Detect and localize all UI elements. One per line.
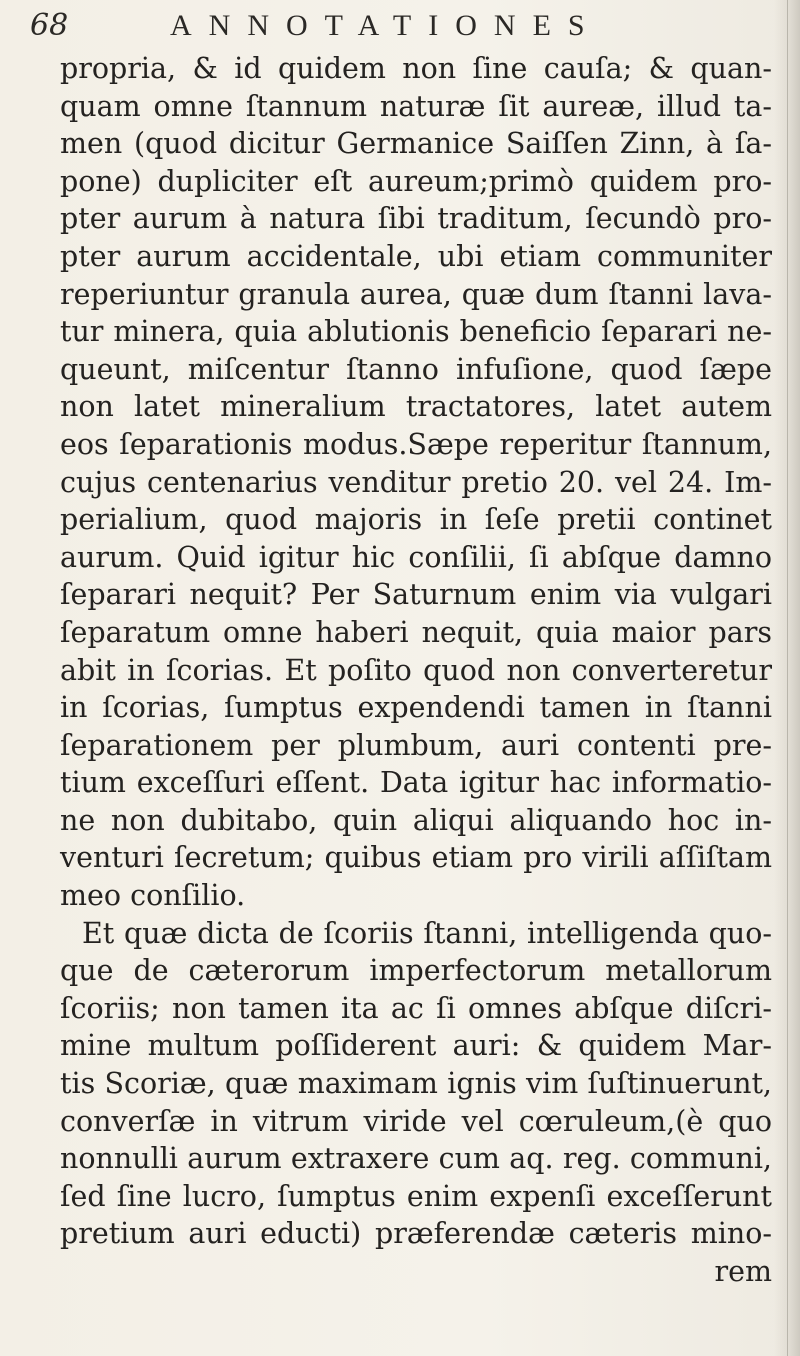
text-line: non latet mineralium tractatores, latet autem — [60, 390, 772, 424]
text-line: reperiuntur granula aurea, quæ dum ſtanni lava- — [60, 277, 772, 311]
text-line: converſæ in vitrum viride vel cœruleum,(è quo — [60, 1104, 772, 1138]
text-line: Et quæ dicta de ſcoriis ſtanni, intelligenda quo- — [82, 916, 772, 950]
text-line: tium exceſſuri eſſent. Data igitur hac informatio- — [60, 766, 772, 800]
text-line: ſeparationem per plumbum, auri contenti pre- — [60, 728, 772, 762]
text-line: tur minera, quia ablutionis beneficio ſeparari ne- — [60, 315, 772, 349]
page-header — [30, 6, 770, 50]
text-line: quam omne ſtannum naturæ ſit aureæ, illud ta- — [60, 89, 772, 123]
text-line: men (quod dicitur Germanice Saiſſen Zinn, à ſa- — [60, 127, 772, 161]
text-line: ſeparari nequit? Per Saturnum enim via vulgari — [60, 578, 772, 612]
body-text — [60, 50, 772, 1291]
text-line: abit in ſcorias. Et poſito quod non converteretur — [60, 653, 772, 687]
running-head: ANNOTATIONES — [170, 9, 602, 42]
text-line: in ſcorias, ſumptus expendendi tamen in ſtanni — [60, 691, 772, 725]
text-line: ſeparatum omne haberi nequit, quia maior pars — [60, 615, 772, 649]
text-line: pretium auri educti) præferendæ cæteris mino- — [60, 1217, 772, 1251]
text-line: ſed ſine lucro, ſumptus enim expenſi exceſſerunt — [60, 1179, 772, 1213]
text-line: nonnulli aurum extraxere cum aq. reg. communi, — [60, 1142, 772, 1176]
text-line: aurum. Quid igitur hic conſilii, ſi abſque damno — [60, 540, 772, 574]
text-line: perialium, quod majoris in ſeſe pretii continet — [60, 503, 772, 537]
page-number: 68 — [30, 8, 69, 43]
text-line: tis Scoriæ, quæ maximam ignis vim ſuſtinuerunt, — [60, 1067, 772, 1101]
catchword: rem — [714, 1255, 772, 1288]
text-line: meo conſilio. — [60, 879, 246, 913]
text-line: propria, & id quidem non ſine cauſa; & quan- — [60, 52, 772, 85]
text-line: pone) dupliciter eſt aureum;primò quidem pro- — [60, 164, 772, 198]
text-line: cujus centenarius venditur pretio 20. vel 24. Im- — [60, 465, 772, 499]
text-line: venturi ſecretum; quibus etiam pro virili aſſiſtam — [60, 841, 772, 875]
text-line: ſcoriis; non tamen ita ac ſi omnes abſque diſcri- — [60, 991, 772, 1025]
text-line: que de cæterorum imperfectorum metallorum — [60, 954, 772, 988]
text-line: mine multum poſſiderent auri: & quidem Mar- — [60, 1029, 772, 1063]
text-line: pter aurum accidentale, ubi etiam communiter — [60, 239, 772, 273]
text-line: queunt, miſcentur ſtanno infuſione, quod ſæpe — [60, 352, 772, 386]
text-line: pter aurum à natura ſibi traditum, ſecundò pro- — [60, 202, 772, 236]
page-edge-line — [787, 0, 788, 1356]
text-line: eos ſeparationis modus.Sæpe reperitur ſtannum, — [60, 427, 772, 461]
text-line: ne non dubitabo, quin aliqui aliquando hoc in- — [60, 803, 772, 837]
